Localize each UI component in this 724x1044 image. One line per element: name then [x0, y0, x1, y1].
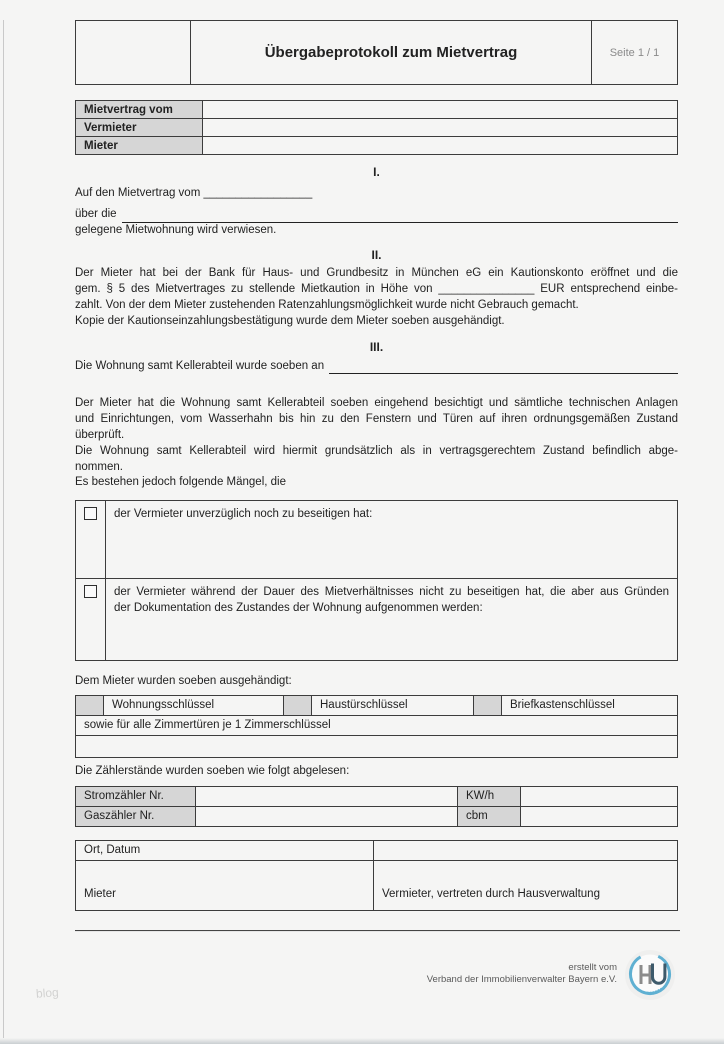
defect-text: der Vermieter während der Dauer des Mietverhältnisses nicht zu beseitigen hat, die aber aus Gründen	[114, 586, 669, 599]
key-label-wohnungsschluessel: Wohnungsschlüssel	[104, 695, 284, 715]
section-1-line-1	[75, 186, 678, 202]
key-count-cell-haustuer	[284, 695, 312, 715]
checkbox-cell	[76, 501, 106, 579]
contract-info-table	[75, 100, 678, 155]
section-1-line-3: gelegene Mietwohnung wird verwiesen.	[75, 223, 277, 236]
paragraph-line: Der Mieter hat die Wohnung samt Kellerabteil soeben eingehend besichtigt und sämtliche technischen Anlagen	[75, 397, 678, 410]
section-3-line	[75, 359, 678, 375]
footer-credit-line-1: erstellt vom	[568, 961, 617, 973]
paragraph-line: zahlt. Von der dem Mieter zustehenden Ratenzahlungsmöglichkeit wurde nicht Gebrauch gemacht.	[75, 298, 579, 311]
keys-empty-cell	[76, 735, 678, 757]
defect-row-documentation	[76, 579, 678, 661]
checkbox-unchecked-icon	[84, 585, 97, 598]
table-row	[76, 137, 678, 155]
signature-mieter-label: Mieter	[76, 860, 374, 910]
info-label-mietvertrag-vom: Mietvertrag vom	[76, 101, 203, 119]
table-row	[76, 101, 678, 119]
keys-empty-row	[76, 735, 678, 757]
key-label-briefkastenschluessel: Briefkastenschlüssel	[502, 695, 678, 715]
signature-table	[75, 840, 678, 911]
meter-value-gaszaehler	[196, 806, 458, 826]
header-logo-cell	[76, 21, 191, 85]
key-count-cell-briefkasten	[474, 695, 502, 715]
section-1-line-1-blank: _________________	[203, 187, 313, 199]
paragraph-line: Kopie der Kautionseinzahlungsbestätigung wurde dem Mieter soeben ausgehändigt.	[75, 314, 505, 327]
checkbox-cell	[76, 579, 106, 661]
meter-value-stromzaehler	[196, 786, 458, 806]
meters-intro: Die Zählerstände wurden soeben wie folgt abgelesen:	[75, 764, 350, 777]
defect-text: der Dokumentation des Zustandes der Wohnung aufgenommen werden:	[114, 601, 483, 614]
meter-unit-kwh: KW/h	[458, 786, 521, 806]
defect-text: der Vermieter unverzüglich noch zu beseitigen hat:	[114, 508, 373, 521]
section-2-paragraph	[75, 266, 678, 329]
paragraph-line: überprüft.	[75, 428, 125, 441]
section-1-line-2-text: über die	[75, 207, 117, 220]
footer-separator-line	[75, 930, 680, 932]
keys-intro: Dem Mieter wurden soeben ausgehändigt:	[75, 675, 292, 688]
keys-table	[75, 695, 678, 758]
document-title: Übergabeprotokoll zum Mietvertrag	[191, 21, 592, 85]
info-value-mieter	[203, 137, 678, 155]
keys-row	[76, 695, 678, 715]
ort-datum-value	[374, 840, 678, 860]
defect-row-landlord-fix	[76, 501, 678, 579]
paragraph-line: Die Wohnung samt Kellerabteil wird hiermit grundsätzlich als in vertragsgerechtem Zustand befindlich abge-	[75, 444, 678, 457]
page-edge-bottom	[0, 1038, 724, 1044]
paragraph-line: gem. § 5 des Mietvertrages zu stellende Mietkaution in Höhe von _______________ EUR entsprechend einbe-	[75, 283, 678, 296]
paragraph-line: Es bestehen jedoch folgende Mängel, die	[75, 476, 286, 489]
key-label-haustuerschluessel: Haustürschlüssel	[312, 695, 474, 715]
section-2-heading: II.	[371, 248, 382, 263]
keys-zimmer-text: sowie für alle Zimmertüren je 1 Zimmerschlüssel	[76, 715, 678, 735]
key-count-cell-wohnung	[76, 695, 104, 715]
meter-row-gas	[76, 806, 678, 826]
info-label-mieter: Mieter	[76, 137, 203, 155]
meter-label-gaszaehler: Gaszähler Nr.	[76, 806, 196, 826]
meter-reading-cbm	[521, 806, 678, 826]
document-page	[75, 20, 678, 1002]
signature-vermieter-label: Vermieter, vertreten durch Hausverwaltung	[374, 860, 678, 910]
footer-credit-line-2: Verband der Immobilienverwalter Bayern e.V.	[426, 973, 617, 985]
footer	[75, 946, 678, 1002]
paragraph-line: nommen.	[75, 460, 123, 473]
info-value-vermieter	[203, 119, 678, 137]
section-3-line-text: Die Wohnung samt Kellerabteil wurde soeben an	[75, 359, 325, 372]
footer-credit	[427, 962, 617, 986]
section-1-heading: I.	[373, 165, 380, 179]
signature-row-parties	[76, 860, 678, 910]
page-edge-left	[3, 20, 4, 1044]
blank-line	[329, 360, 678, 374]
defects-table	[75, 500, 678, 661]
info-value-mietvertrag-vom	[203, 101, 678, 119]
meter-label-stromzaehler: Stromzähler Nr.	[76, 786, 196, 806]
keys-row-zimmer	[76, 715, 678, 735]
section-3-heading: III.	[369, 339, 384, 354]
ort-datum-label: Ort, Datum	[76, 840, 374, 860]
checkbox-unchecked-icon	[84, 507, 97, 520]
paragraph-line: und Einrichtungen, vom Wasserhahn bis hin zu den Fenstern und Türen auf ihren ordnungsgemäßen Zustand	[75, 413, 678, 426]
defect-text-cell	[106, 501, 678, 579]
verband-hv-logo-icon	[622, 948, 678, 1004]
header-table	[75, 20, 678, 85]
info-label-vermieter: Vermieter	[76, 119, 203, 137]
meters-table	[75, 786, 678, 827]
defect-text-cell	[106, 579, 678, 661]
section-1-line-1-text: Auf den Mietvertrag vom	[75, 187, 201, 199]
signature-row-ort-datum	[76, 840, 678, 860]
page-indicator: Seite 1 / 1	[592, 21, 678, 85]
paragraph-line: Der Mieter hat bei der Bank für Haus- und Grundbesitz in München eG ein Kautionskonto eröffnet und die	[75, 267, 678, 280]
meter-row-strom	[76, 786, 678, 806]
meter-reading-kwh	[521, 786, 678, 806]
watermark: blog	[35, 985, 60, 1001]
section-1-line-2	[75, 207, 678, 223]
inspection-paragraph	[75, 396, 678, 491]
meter-unit-cbm: cbm	[458, 806, 521, 826]
table-row	[76, 119, 678, 137]
blank-line	[122, 209, 678, 223]
